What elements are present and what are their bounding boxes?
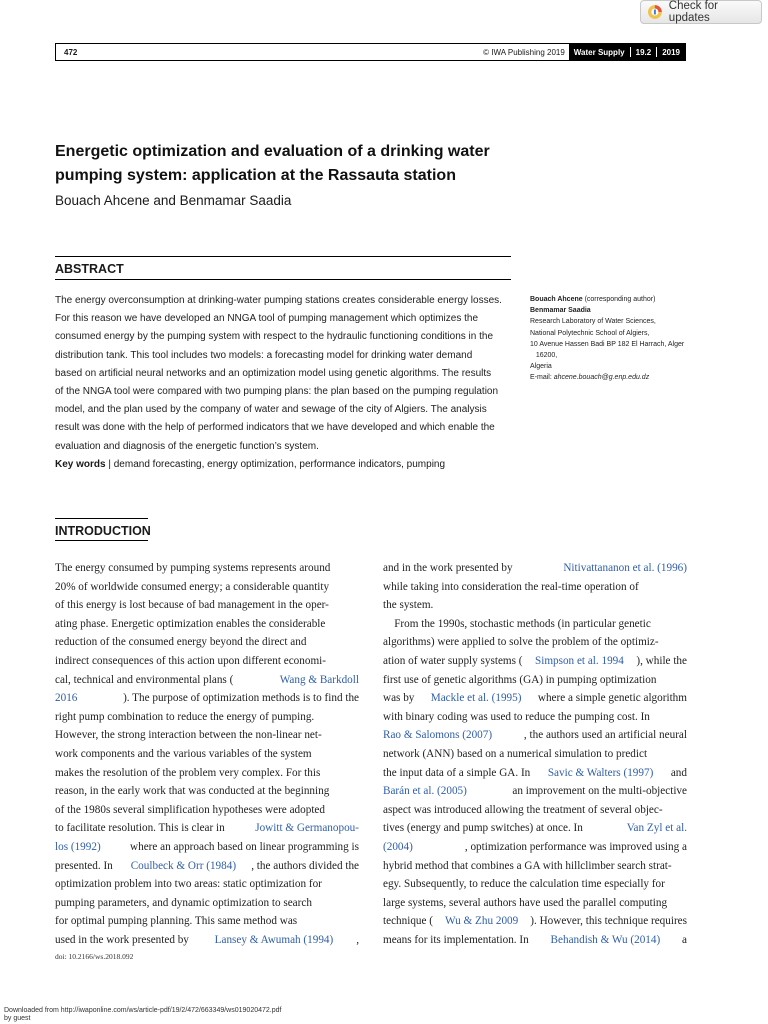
citation-link[interactable]: los (1992) [55,840,101,853]
body-line [383,875,687,894]
body-text: an improvement on the multi-objective [509,785,687,798]
corresponding-author: Bouach Ahcene [530,296,583,303]
body-line [383,708,687,727]
citation-link[interactable]: Coulbeck & Orr (1984) [130,859,237,872]
body-line [55,652,359,671]
title-line: pumping system: application at the Rassauta station [55,167,456,184]
abstract-line: based on artificial neural networks and an optimization model using genetic algorithms. The results [55,367,492,379]
body-text: ating phase. Energetic optimization enables the considerable [55,617,326,630]
abstract-line: consumed energy by the pumping system with respect to the hydraulic functioning conditions in the [55,331,494,343]
keywords-divider: | [108,459,114,470]
body-line [383,559,687,578]
body-line [383,912,687,931]
body-text: pumping parameters, and dynamic optimization to search [55,896,312,909]
body-text: the system. [383,599,434,612]
body-text: makes the resolution of the problem very complex. For this [55,766,321,779]
affiliation-line: 16200, [530,352,558,360]
body-line [383,764,687,783]
body-line [383,652,687,671]
body-text: and in the work presented by [383,562,516,574]
citation-link[interactable]: Savic & Walters (1997) [547,766,654,779]
body-line [383,578,687,597]
body-text: cal, technical and environmental plans ( [55,673,234,686]
body-line [55,894,359,913]
abstract-line: distribution tank. This tool includes two models: a forecasting model for drinking water demand [55,349,473,361]
body-line [55,838,359,857]
body-line [383,671,687,690]
body-text: ation of water supply systems ( [383,654,523,667]
body-text: 20% of worldwide consumed energy; a considerable quantity [55,580,330,593]
article-title [55,140,575,188]
citation-link[interactable]: Simpson et al. 1994 [534,654,624,667]
body-text: large systems, several authors have used the parallel computing [383,896,668,909]
author-list: Bouach Ahcene and Benmamar Saadia [55,193,292,208]
body-text: reason, in the early work that was conducted at the beginning [55,785,330,798]
body-line [383,745,687,764]
body-text: , the authors used an artificial neural [523,729,687,742]
body-line [55,819,359,838]
body-line [55,801,359,820]
abstract-line: model, and the plan used by the company of water and sewage of the city of Algiers. The analysis [55,404,487,416]
keywords [55,459,445,470]
body-text: network (ANN) based on a numerical simulation to predict [383,747,648,760]
journal-header [55,43,686,61]
download-line: Downloaded from http://iwaponline.com/ws/article-pdf/19/2/472/663349/ws019020472.pdf [4,1007,282,1014]
body-line [383,689,687,708]
body-text: ). The purpose of optimization methods is to find the [123,692,359,705]
body-line [55,857,359,876]
body-text: From the 1990s, stochastic methods (in particular genetic [383,617,651,630]
body-line [55,726,359,745]
body-text: algorithms) were applied to solve the problem of the optimiz- [383,636,659,649]
citation-link[interactable]: (2004) [383,840,413,853]
body-text: of the 1980s several simplification hypotheses were adopted [55,803,325,816]
divider [55,256,511,257]
body-text: ). However, this technique requires [530,915,687,928]
citation-link[interactable]: Jowitt & Germanopou- [255,822,359,835]
body-text: for optimal pumping planning. This same method was [55,915,298,928]
email-link[interactable]: ahcene.bouach@g.enp.edu.dz [553,374,650,382]
body-line [383,801,687,820]
body-text: aspect was introduced allowing the treatment of several objec- [383,803,663,816]
body-text: ), while the [636,654,687,667]
email-label: E-mail: [530,374,554,382]
citation-link[interactable]: Rao & Salomons (2007) [383,729,493,742]
journal-volume: 19.2 [635,47,652,57]
body-text: hybrid method that combines a GA with hillclimber search strat- [383,859,672,872]
page-number: 472 [64,47,78,57]
body-line [55,633,359,652]
body-line [383,819,687,838]
body-line [55,689,359,708]
citation-link[interactable]: Mackle et al. (1995) [430,692,522,705]
body-text: of this energy is lost because of bad management in the oper- [55,599,329,612]
body-line [55,559,359,578]
body-line [383,615,687,634]
affiliation-line: Algeria [530,363,552,371]
body-line [383,726,687,745]
journal-block [569,44,685,60]
body-text: , the authors divided the [251,859,359,872]
body-text: , [356,933,359,946]
body-column-left [55,559,359,949]
body-line [55,764,359,783]
publisher: © IWA Publishing 2019 [483,47,565,57]
body-text: first use of genetic algorithms (GA) in pumping optimization [383,673,657,686]
body-text: tives (energy and pump switches) at once. In [383,822,586,835]
body-line [383,857,687,876]
abstract-line: evaluation and diagnosis of the energetic function’s system. [55,440,319,452]
body-text: while taking into consideration the real-time operation of [383,580,639,593]
body-line [383,596,687,615]
body-line [55,931,359,950]
body-text: and [668,766,687,779]
citation-link[interactable]: Van Zyl et al. [626,822,687,835]
body-text: , optimization performance was improved using a [464,840,687,853]
body-line [55,912,359,931]
body-line [383,633,687,652]
body-text: where a simple genetic algorithm [535,692,687,705]
body-text: optimization problem into two areas: static optimization for [55,878,322,891]
keywords-list: demand forecasting, energy optimization, performance indicators, pumping [113,459,446,470]
abstract-line: The energy overconsumption at drinking-water pumping stations creates considerable energy losses. [55,295,502,306]
abstract-line: result was done with the help of performed indicators that we have developed and which enable the [55,422,495,434]
author-affiliation [530,294,710,384]
body-line [55,615,359,634]
body-text: was by [383,692,418,705]
citation-link[interactable]: Wu & Zhu 2009 [445,915,519,928]
body-text: the input data of a simple GA. In [383,766,534,779]
body-text: The energy consumed by pumping systems represents around [55,562,331,574]
body-line [55,671,359,690]
journal-name: Water Supply [573,47,625,57]
introduction-heading: INTRODUCTION [55,524,151,538]
body-line [383,782,687,801]
abstract-line: For this reason we have developed an NNGA tool of pumping management which optimizes the [55,313,479,325]
body-text: means for its implementation. In [383,933,532,946]
body-text: presented. In [55,859,116,872]
body-text: work components and the various variables of the system [55,747,312,760]
body-text: indirect consequences of this action upon different economi- [55,654,327,667]
corresponding-note: (corresponding author) [582,296,656,303]
journal-year: 2019 [662,47,680,57]
abstract-heading: ABSTRACT [55,262,124,276]
body-text: reduction of the consumed energy beyond the direct and [55,636,307,649]
body-text: a [679,933,687,946]
body-line [383,894,687,913]
update-badge-icon [647,4,663,20]
doi: doi: 10.2166/ws.2018.092 [55,952,134,961]
download-line: by guest [4,1015,31,1022]
affiliation-line: National Polytechnic School of Algiers, [530,329,650,337]
title-line: Energetic optimization and evaluation of a drinking water [55,143,490,160]
citation-link[interactable]: Behandish & Wu (2014) [550,933,661,946]
abstract-text [55,292,510,456]
download-notice [4,1007,281,1023]
body-line [55,578,359,597]
divider [55,518,148,519]
check-for-updates-button[interactable] [640,0,762,24]
body-text: egy. Subsequently, to reduce the calculation time especially for [383,878,665,891]
body-text: right pump combination to reduce the energy of pumping. [55,710,315,723]
body-line [383,838,687,857]
citation-link[interactable]: Wang & Barkdoll [279,673,359,686]
affiliation-line: Research Laboratory of Water Sciences, [530,318,656,326]
body-line [55,745,359,764]
citation-link[interactable]: Lansey & Awumah (1994) [214,933,334,946]
body-text: with binary coding was used to reduce the pumping cost. In [383,710,650,723]
check-for-updates-label: Check for updates [668,0,719,24]
citation-link[interactable]: 2016 [55,692,78,705]
body-line [55,708,359,727]
affiliation-line: 10 Avenue Hassen Badi BP 182 El Harrach, Alger [530,340,685,348]
body-text: where an approach based on linear programming is [127,840,359,853]
divider [55,540,148,541]
body-line [55,596,359,615]
body-text: used in the work presented by [55,933,192,946]
divider [55,279,511,280]
abstract-line: of the NNGA tool were compared with two pumping plans: the plan based on the pumping regulation [55,386,499,398]
body-column-right [383,559,687,949]
body-text: to facilitate resolution. This is clear in [55,822,228,835]
keywords-label: Key words [55,459,106,470]
body-line [383,931,687,950]
body-line [55,782,359,801]
citation-link[interactable]: Barán et al. (2005) [383,785,467,798]
body-line [55,875,359,894]
citation-link[interactable]: Nitivattananon et al. (1996) [563,562,687,574]
second-author: Benmamar Saadia [530,307,591,315]
body-text: technique ( [383,915,434,928]
body-text: However, the strong interaction between the non-linear net- [55,729,322,742]
